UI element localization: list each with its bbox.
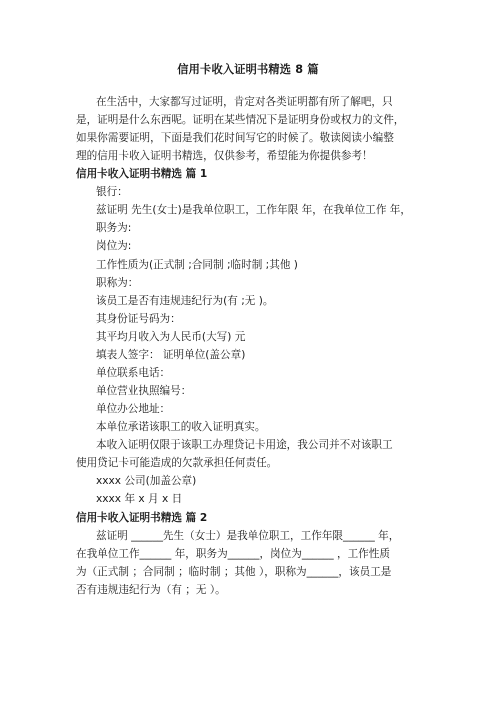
- section-1-line: 职称为：: [96, 277, 139, 289]
- document-title: 信用卡收入证明书精选 8 篇: [177, 63, 319, 76]
- section-1-heading: 信用卡收入证明书精选 篇 1: [76, 168, 208, 180]
- section-1-line: 银行：: [96, 186, 128, 198]
- section-1-line: 单位办公地址：: [96, 403, 171, 415]
- section-1-line: 其平均月收入为人民币(大写) 元: [96, 331, 246, 343]
- section-1-line: xxxx 年 x 月 x 日: [96, 493, 183, 505]
- section-1-line: 本单位承诺该职工的收入证明真实。: [96, 421, 266, 433]
- section-1-line: 使用贷记卡可能造成的欠款承担任何责任。: [76, 457, 278, 469]
- intro-line-1: 在生活中，大家都写过证明，肯定对各类证明都有所了解吧，只: [96, 96, 393, 108]
- intro-line-2: 是，证明是什么东西呢。证明在某些情况下是证明身份或权力的文件，: [76, 114, 405, 126]
- section-1-line: 兹证明 先生(女士)是我单位职工，工作年限 年，在我单位工作 年，: [96, 204, 411, 216]
- intro-line-4: 理的信用卡收入证明书精选，仅供参考，希望能为你提供参考！: [76, 150, 373, 162]
- section-1-line: 岗位为:: [96, 240, 132, 252]
- section-2-line: 为（正式制 ；合同制 ；临时制 ；其他 ），职称为______，该员工是: [76, 566, 392, 578]
- section-1-line: 填表人签字： 证明单位(盖公章): [96, 349, 246, 361]
- section-2-line: 否有违规违纪行为（有 ；无 ）。: [76, 584, 226, 596]
- intro-line-3: 如果你需要证明，下面是我们花时间写它的时候了。敬读阅读小编整: [76, 132, 394, 144]
- section-1-line: 单位营业执照编号：: [96, 385, 192, 397]
- section-1-line: 该员工是否有违规违纪行为(有 ;无 )。: [96, 295, 274, 307]
- section-2-line: 兹证明 ______先生（女士）是我单位职工，工作年限______ 年，: [96, 530, 400, 542]
- section-1-line: 工作性质为(正式制 ;合同制 ;临时制 ;其他 ): [96, 259, 298, 271]
- section-1-line: 其身份证号码为：: [96, 313, 181, 325]
- section-1-line: 职务为:: [96, 222, 132, 234]
- section-1-line: 单位联系电话：: [96, 367, 171, 379]
- section-2-heading: 信用卡收入证明书精选 篇 2: [76, 512, 208, 524]
- section-1-line: 本收入证明仅限于该职工办理贷记卡用途，我公司并不对该职工: [96, 439, 393, 451]
- section-1-line: xxxx 公司(加盖公章): [96, 475, 197, 487]
- section-2-line: 在我单位工作______ 年，职务为______，岗位为______ ，工作性质: [76, 548, 390, 560]
